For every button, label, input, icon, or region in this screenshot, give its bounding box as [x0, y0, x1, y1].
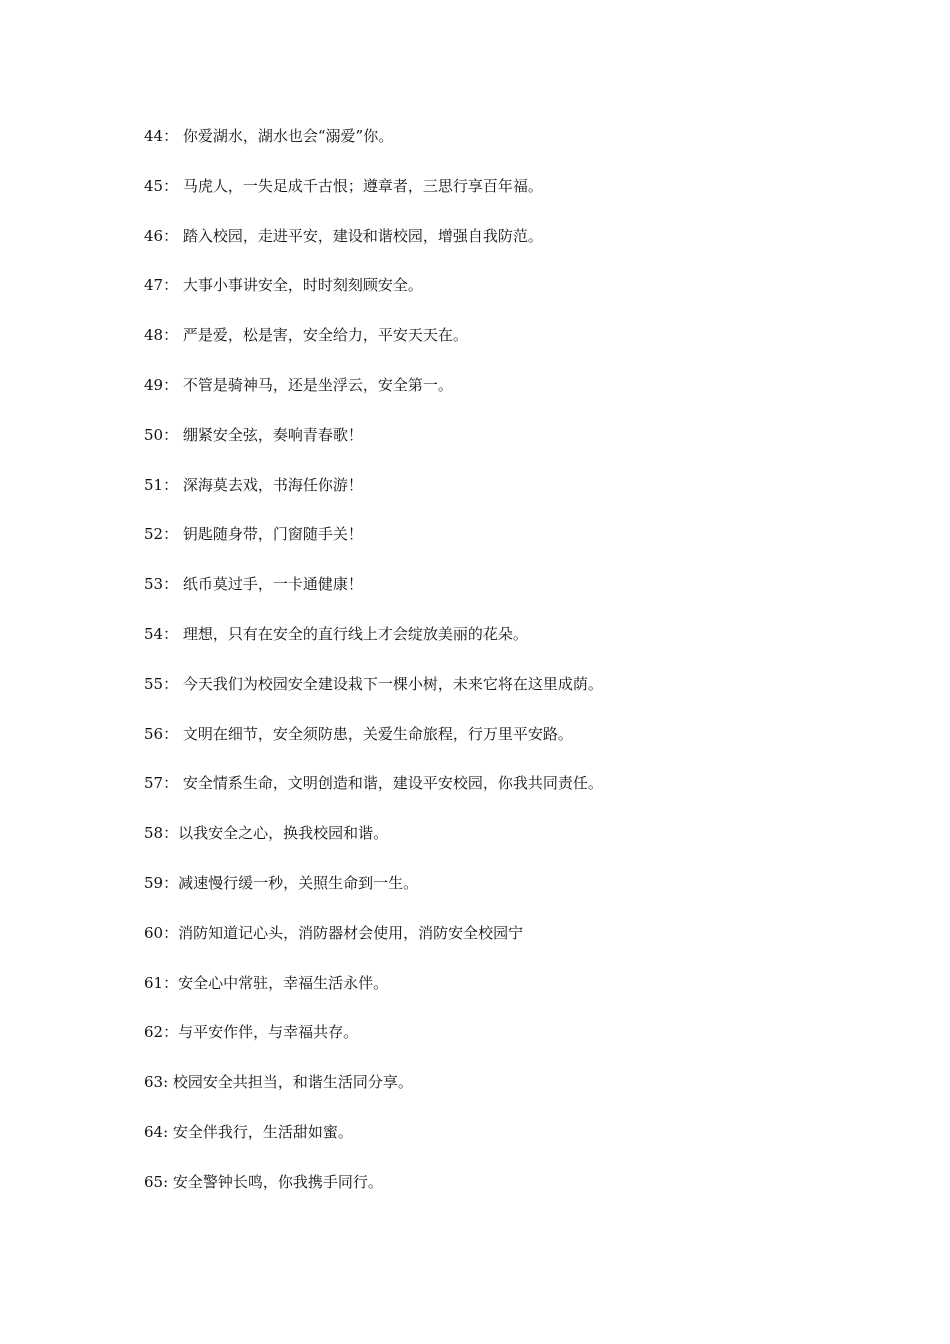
slogan-line: 59：减速慢行缓一秒，关照生命到一生。	[144, 873, 419, 892]
slogan-line: 55： 今天我们为校园安全建设栽下一棵小树，未来它将在这里成荫。	[144, 674, 603, 693]
slogan-line: 48： 严是爱，松是害，安全给力，平安天天在。	[144, 326, 468, 345]
slogan-line: 51： 深海莫去戏，书海任你游！	[144, 475, 363, 494]
slogan-line: 52： 钥匙随身带，门窗随手关！	[144, 525, 363, 544]
slogan-line: 54： 理想，只有在安全的直行线上才会绽放美丽的花朵。	[144, 624, 528, 643]
slogan-line: 58：以我安全之心，换我校园和谐。	[144, 824, 389, 843]
slogan-list	[144, 124, 864, 1220]
slogan-line: 64: 安全伴我行，生活甜如蜜。	[144, 1122, 353, 1141]
slogan-line: 50： 绷紧安全弦，奏响青春歌！	[144, 425, 363, 444]
slogan-line: 57： 安全情系生命，文明创造和谐，建设平安校园，你我共同责任。	[144, 774, 603, 793]
slogan-line: 46： 踏入校园，走进平安，建设和谐校园，增强自我防范。	[144, 226, 543, 245]
slogan-line: 49： 不管是骑神马，还是坐浮云，安全第一。	[144, 375, 453, 394]
slogan-line: 62：与平安作伴，与幸福共存。	[144, 1023, 359, 1042]
slogan-line: 56： 文明在细节，安全须防患，关爱生命旅程，行万里平安路。	[144, 724, 573, 743]
slogan-line: 45： 马虎人，一失足成千古恨；遵章者，三思行享百年福。	[144, 176, 543, 195]
slogan-line: 60：消防知道记心头，消防器材会使用，消防安全校园宁	[144, 923, 524, 942]
slogan-line: 65: 安全警钟长鸣，你我携手同行。	[144, 1172, 383, 1191]
slogan-line: 61：安全心中常驻，幸福生活永伴。	[144, 973, 389, 992]
slogan-line: 44： 你爱湖水，湖水也会“溺爱”你。	[144, 127, 394, 145]
slogan-line: 63: 校园安全共担当，和谐生活同分享。	[144, 1073, 413, 1092]
slogan-line: 53： 纸币莫过手，一卡通健康！	[144, 575, 363, 594]
slogan-line: 47： 大事小事讲安全，时时刻刻顾安全。	[144, 276, 423, 295]
